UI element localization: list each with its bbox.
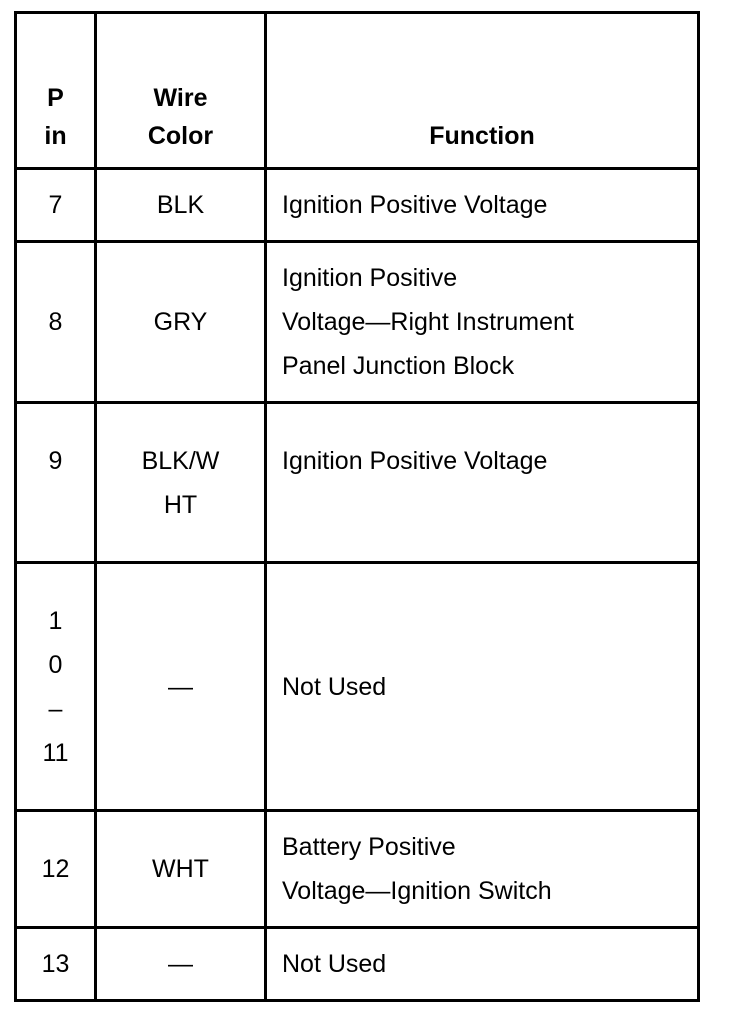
table-header-row — [16, 13, 699, 169]
function-cell — [266, 242, 699, 403]
pin-line: 0 — [48, 650, 63, 679]
wire-color-line: BLK/W — [141, 446, 220, 475]
table-row — [16, 169, 699, 242]
function-cell — [266, 563, 699, 811]
pin-line: – — [48, 694, 63, 723]
pin-value: 12 — [41, 855, 70, 883]
pin-line: 1 — [48, 606, 63, 635]
wire-color-cell — [96, 563, 266, 811]
function-value: Ignition Positive Voltage — [282, 191, 548, 219]
table-row — [16, 563, 699, 811]
pin-cell — [16, 169, 96, 242]
header-wire-color — [96, 13, 266, 169]
function-cell — [266, 811, 699, 928]
function-cell — [266, 403, 699, 563]
wire-color-cell — [96, 242, 266, 403]
pin-value: 7 — [48, 191, 63, 219]
wire-color-value: BLK — [156, 191, 205, 219]
header-function-label: Function — [429, 122, 535, 150]
pin-cell — [16, 811, 96, 928]
header-wire-color-line-1: Wire — [153, 84, 208, 112]
table-row — [16, 928, 699, 1001]
table-row — [16, 403, 699, 563]
pin-value: 9 — [48, 446, 63, 475]
function-cell — [266, 928, 699, 1001]
pin-cell — [16, 563, 96, 811]
function-value: Not Used — [282, 950, 387, 978]
header-pin-line-1: P — [47, 84, 64, 112]
wire-color-value: — — [168, 672, 193, 701]
wire-color-value: WHT — [152, 855, 209, 883]
function-line: Voltage—Ignition Switch — [282, 877, 552, 905]
function-line: Voltage—Right Instrument — [282, 308, 574, 336]
header-pin — [16, 13, 96, 169]
wire-color-value: GRY — [153, 308, 208, 336]
table-row — [16, 242, 699, 403]
function-value: Ignition Positive Voltage — [282, 446, 548, 475]
connector-pinout-table — [14, 11, 700, 1002]
pin-cell — [16, 928, 96, 1001]
table-row — [16, 811, 699, 928]
pin-value: 8 — [48, 308, 63, 336]
function-cell — [266, 169, 699, 242]
function-value: Not Used — [282, 672, 387, 701]
wire-color-cell — [96, 403, 266, 563]
function-line: Panel Junction Block — [282, 352, 515, 380]
pin-cell — [16, 242, 96, 403]
wire-color-cell — [96, 169, 266, 242]
pin-cell — [16, 403, 96, 563]
header-pin-line-2: in — [44, 122, 67, 150]
header-wire-color-line-2: Color — [147, 122, 214, 150]
wire-color-value: — — [168, 950, 193, 978]
pin-line: 11 — [42, 738, 69, 767]
wire-color-cell — [96, 928, 266, 1001]
function-line: Ignition Positive — [282, 264, 458, 292]
wire-color-line: HT — [163, 490, 198, 519]
function-line: Battery Positive — [282, 833, 456, 861]
wire-color-cell — [96, 811, 266, 928]
header-function — [266, 13, 699, 169]
pin-value: 13 — [41, 950, 70, 978]
